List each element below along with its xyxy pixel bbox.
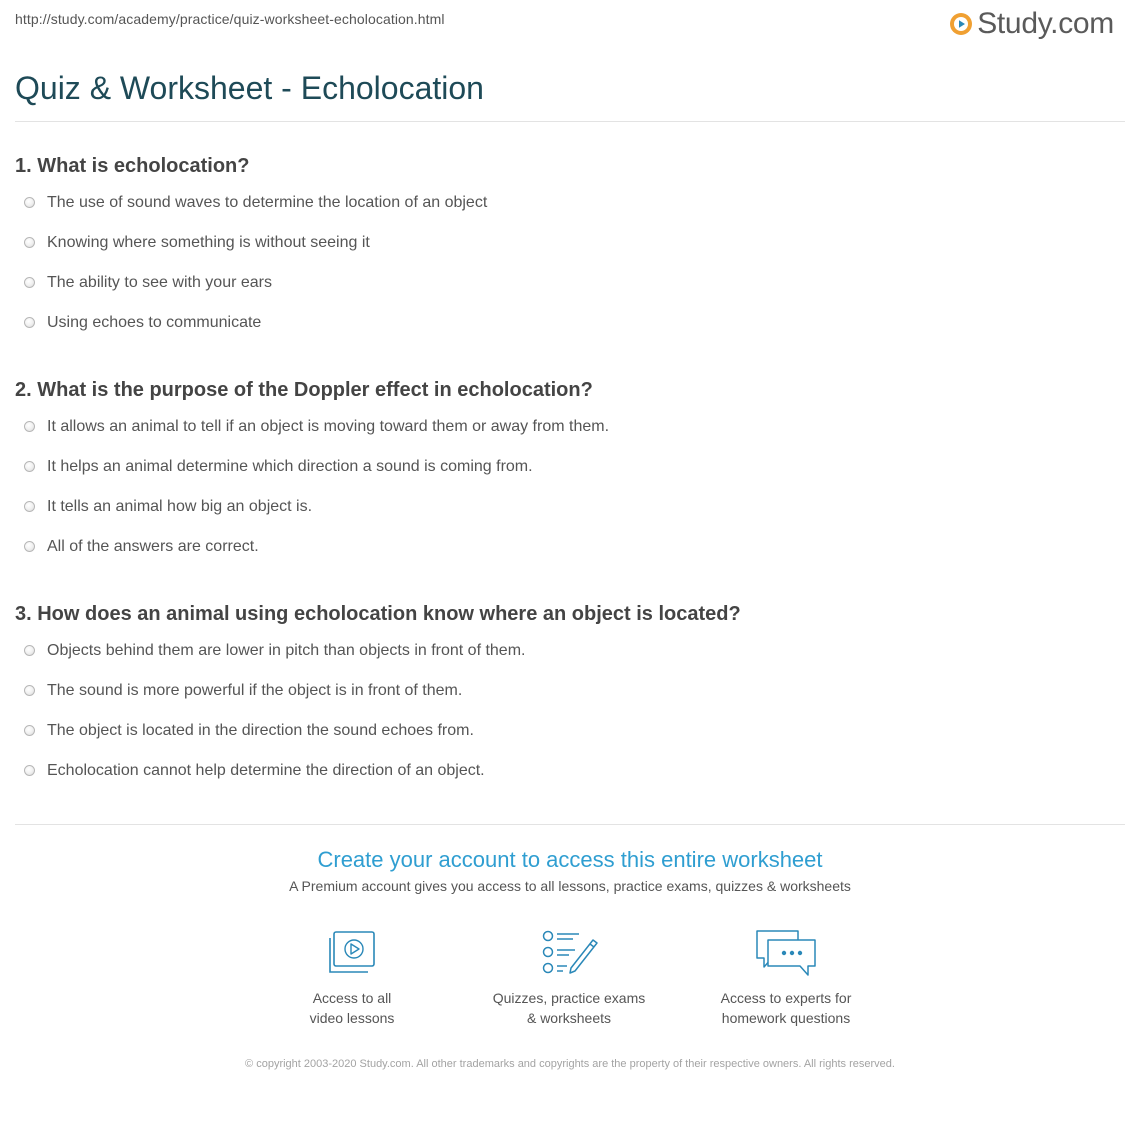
- feature-video-lessons: [252, 928, 452, 1028]
- answer-option[interactable]: [15, 272, 1125, 312]
- answer-text: All of the answers are correct.: [47, 538, 259, 555]
- answer-text: Objects behind them are lower in pitch than objects in front of them.: [47, 642, 526, 659]
- page-title: Quiz & Worksheet - Echolocation: [15, 70, 484, 106]
- answer-option[interactable]: [15, 720, 1125, 760]
- top-bar: [0, 0, 1140, 50]
- answer-option[interactable]: [15, 456, 1125, 496]
- answer-list: [15, 640, 1125, 800]
- radio-button[interactable]: [24, 461, 35, 472]
- video-lesson-icon: [326, 928, 378, 976]
- question-2: [15, 375, 1125, 555]
- answer-option[interactable]: [15, 680, 1125, 720]
- radio-button[interactable]: [24, 765, 35, 776]
- question-1: [15, 151, 1125, 331]
- feature-label: Access to all video lessons: [309, 990, 395, 1026]
- page-url: http://study.com/academy/practice/quiz-worksheet-echolocation.html: [15, 11, 445, 27]
- answer-text: It helps an animal determine which direction a sound is coming from.: [47, 458, 533, 475]
- radio-button[interactable]: [24, 421, 35, 432]
- feature-experts: [686, 928, 886, 1028]
- answer-option[interactable]: [15, 192, 1125, 232]
- answer-text: The object is located in the direction the sound echoes from.: [47, 722, 474, 739]
- radio-button[interactable]: [24, 541, 35, 552]
- radio-button[interactable]: [24, 645, 35, 656]
- feature-label: Quizzes, practice exams & worksheets: [492, 990, 646, 1026]
- answer-list: [15, 416, 1125, 576]
- question-text: 1. What is echolocation?: [15, 155, 250, 177]
- answer-text: The use of sound waves to determine the location of an object: [47, 194, 488, 211]
- answer-option[interactable]: [15, 312, 1125, 352]
- radio-button[interactable]: [24, 197, 35, 208]
- answer-option[interactable]: [15, 640, 1125, 680]
- answer-option[interactable]: [15, 416, 1125, 456]
- answer-text: The ability to see with your ears: [47, 274, 272, 291]
- logo-text: Study.com: [977, 7, 1114, 40]
- question-3: [15, 599, 1125, 779]
- radio-button[interactable]: [24, 317, 35, 328]
- answer-text: Echolocation cannot help determine the direction of an object.: [47, 762, 485, 779]
- radio-button[interactable]: [24, 277, 35, 288]
- radio-button[interactable]: [24, 237, 35, 248]
- chat-bubbles-icon: [754, 928, 818, 976]
- play-logo-icon: [949, 12, 973, 36]
- answer-option[interactable]: [15, 760, 1125, 800]
- answer-option[interactable]: [15, 232, 1125, 272]
- radio-button[interactable]: [24, 725, 35, 736]
- study-logo[interactable]: [949, 6, 1114, 42]
- feature-quizzes: [469, 928, 669, 1028]
- create-account-link[interactable]: Create your account to access this entire worksheet: [317, 847, 823, 872]
- answer-text: It allows an animal to tell if an object is moving toward them or away from them.: [47, 418, 610, 435]
- answer-text: Using echoes to communicate: [47, 314, 262, 331]
- radio-button[interactable]: [24, 685, 35, 696]
- feature-label: Access to experts for homework questions: [720, 990, 852, 1026]
- answer-text: Knowing where something is without seeing it: [47, 234, 370, 251]
- answer-text: The sound is more powerful if the object is in front of them.: [47, 682, 463, 699]
- answer-list: [15, 192, 1125, 352]
- title-divider: [15, 121, 1125, 122]
- answer-option[interactable]: [15, 536, 1125, 576]
- cta-divider: [15, 824, 1125, 825]
- signup-cta: [0, 846, 1140, 895]
- answer-text: It tells an animal how big an object is.: [47, 498, 313, 515]
- copyright-text: © copyright 2003-2020 Study.com. All other trademarks and copyrights are the property of their respective owners. All rights reserved.: [245, 1058, 895, 1070]
- cta-subtitle: A Premium account gives you access to all lessons, practice exams, quizzes & worksheets: [289, 878, 851, 894]
- question-text: 3. How does an animal using echolocation know where an object is located?: [15, 603, 741, 625]
- question-text: 2. What is the purpose of the Doppler effect in echolocation?: [15, 379, 593, 401]
- answer-option[interactable]: [15, 496, 1125, 536]
- radio-button[interactable]: [24, 501, 35, 512]
- quiz-checklist-icon: [539, 928, 599, 976]
